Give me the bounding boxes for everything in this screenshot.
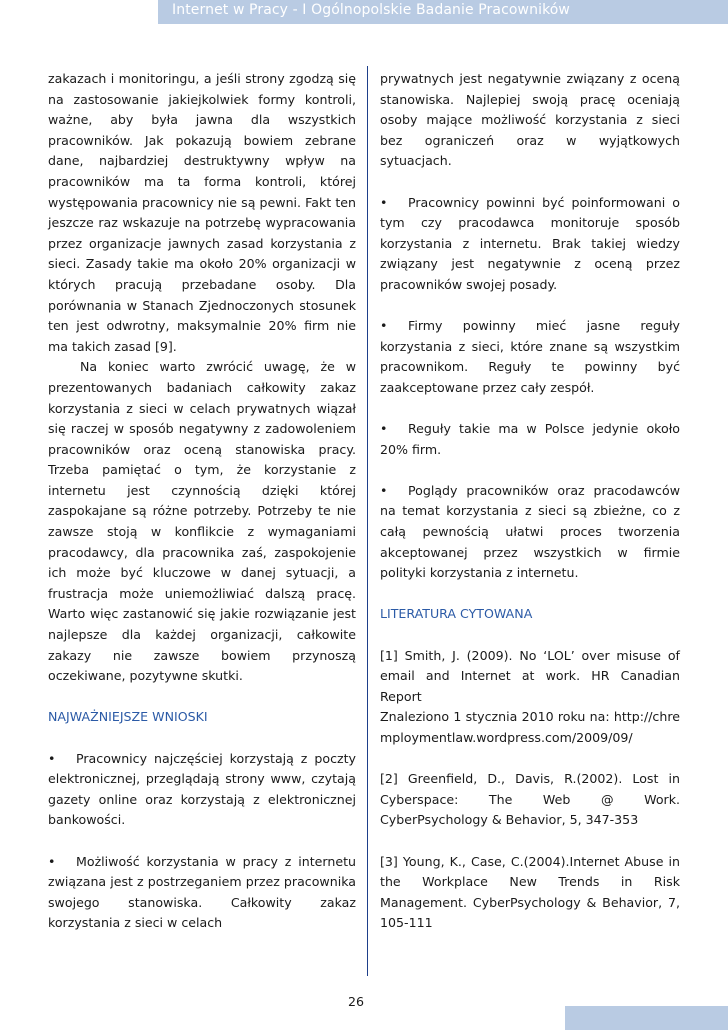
bullet-text: Możliwość korzystania w pracy z internetu związana jest z postrzeganiem przez pracownika swojego stanowiska. Całkowity zakaz korzystania z sieci w celach [48,853,356,931]
page-number: 26 [348,994,365,1009]
spacer [48,831,356,852]
spacer [380,584,680,605]
bullet-icon: • [380,482,388,498]
bullet-icon: • [380,194,388,210]
spacer [380,399,680,420]
bullet-text: Pracownicy powinni być poinformowani o tym czy pracodawca monitoruje sposób korzystania z internetu. Brak takiej wiedzy związany jest negatywnie z oceną przez pracowników swojej posady. [380,194,680,292]
bullet-item [380,481,680,584]
paragraph: prywatnych jest negatywnie związany z oceną stanowiska. Najlepiej swoją pracę oceniają osoby mające możliwość korzystania z sieci bez ograniczeń oraz w wyjątkowych sytuacjach. [380,71,680,169]
section-title-conclusions: NAJWAŻNIEJSZE WNIOSKI [48,709,208,725]
bullet-icon: • [48,750,56,766]
reference-1-link: Znaleziono 1 stycznia 2010 roku na: http://chremploymentlaw.wordpress.com/2009/09/ [380,709,680,745]
right-column [380,69,680,934]
spacer [380,460,680,481]
bullet-item [380,419,680,460]
spacer [380,625,680,646]
bullet-item [48,749,356,831]
paragraph: zakazach i monitoringu, a jeśli strony zgodzą się na zastosowanie jakiejkolwiek formy kontroli, ważne, aby była jawna dla wszystkich pracowników. Jak pokazują bowiem zebrane dane, najbardziej destruktywny wpływ na pracowników ma ta forma kontroli, której występowania pracownicy nie są pewni. Fakt ten jeszcze raz wskazuje na potrzebę wypracowania przez organizacje jawnych zasad korzystania z sieci. Zasady takie ma około 20% organizacji w których pracują przebadane osoby. Dla porównania w Stanach Zjednoczonych stosunek ten jest odwrotny, maksymalnie 20% firm nie ma takich zasad [9]. [48,71,356,354]
header-title: Internet w Pracy - I Ogólnopolskie Badanie Pracowników [172,2,570,18]
column-divider [367,66,368,976]
spacer [380,172,680,193]
bullet-text: Reguły takie ma w Polsce jedynie około 20% firm. [380,421,680,457]
bullet-icon: • [380,318,388,334]
spacer [48,728,356,749]
bullet-text: Firmy powinny mieć jasne reguły korzystania z sieci, które znane są wszystkim pracownikom. Reguły te powinny być zaakceptowane przez cały zespół. [380,318,680,395]
spacer [380,749,680,770]
footer-band [565,1006,728,1030]
bullet-item [380,316,680,398]
spacer [380,296,680,317]
bullet-text: Pracownicy najczęściej korzystają z poczty elektronicznej, przeglądają strony www, czytają gazety online oraz korzystają z elektronicznej bankowości. [48,750,356,828]
reference-2: [2] Greenfield, D., Davis, R.(2002). Lost in Cyberspace: The Web @ Work. CyberPsychology & Behavior, 5, 347-353 [380,771,680,828]
bullet-text: Poglądy pracowników oraz pracodawców na temat korzystania z sieci są zbieżne, co z całą pewnością ułatwi proces tworzenia akceptowanej przez wszystkich w firmie polityki korzystania z internetu. [380,482,680,581]
bullet-item [380,193,680,296]
bullet-icon: • [380,421,388,437]
section-title-references: LITERATURA CYTOWANA [380,606,533,622]
spacer [380,831,680,852]
bullet-item [48,852,356,934]
paragraph: Na koniec warto zwrócić uwagę, że w prezentowanych badaniach całkowity zakaz korzystania z sieci w celach prywatnych wiązał się raczej w sposób negatywny z zadowoleniem pracowników oraz oceną stanowiska pracy. Trzeba pamiętać o tym, że korzystanie z internetu jest czynnością dzięki której zaspokajane są różne potrzeby. Potrzeby te nie zawsze stoją w konflikcie z wymaganiami pracodawcy, dla pracownika zaś, zaspokojenie ich może być kluczowe w danej sytuacji, a frustracja może uniemożliwiać dalszą pracę. Warto więc zastanowić się jakie rozwiązanie jest najlepsze dla każdej organizacji, całkowite zakazy nie zawsze bowiem przynoszą oczekiwane, pozytywne skutki. [48,359,356,684]
reference-1: [1] Smith, J. (2009). No ‘LOL’ over misuse of email and Internet at work. HR Canadian Report [380,647,680,704]
left-column [48,69,356,934]
header-left-blank [0,0,158,24]
reference-3: [3] Young, K., Case, C.(2004).Internet Abuse in the Workplace New Trends in Risk Management. CyberPsychology & Behavior, 7, 105-111 [380,853,680,931]
bullet-icon: • [48,853,56,869]
spacer [48,687,356,708]
